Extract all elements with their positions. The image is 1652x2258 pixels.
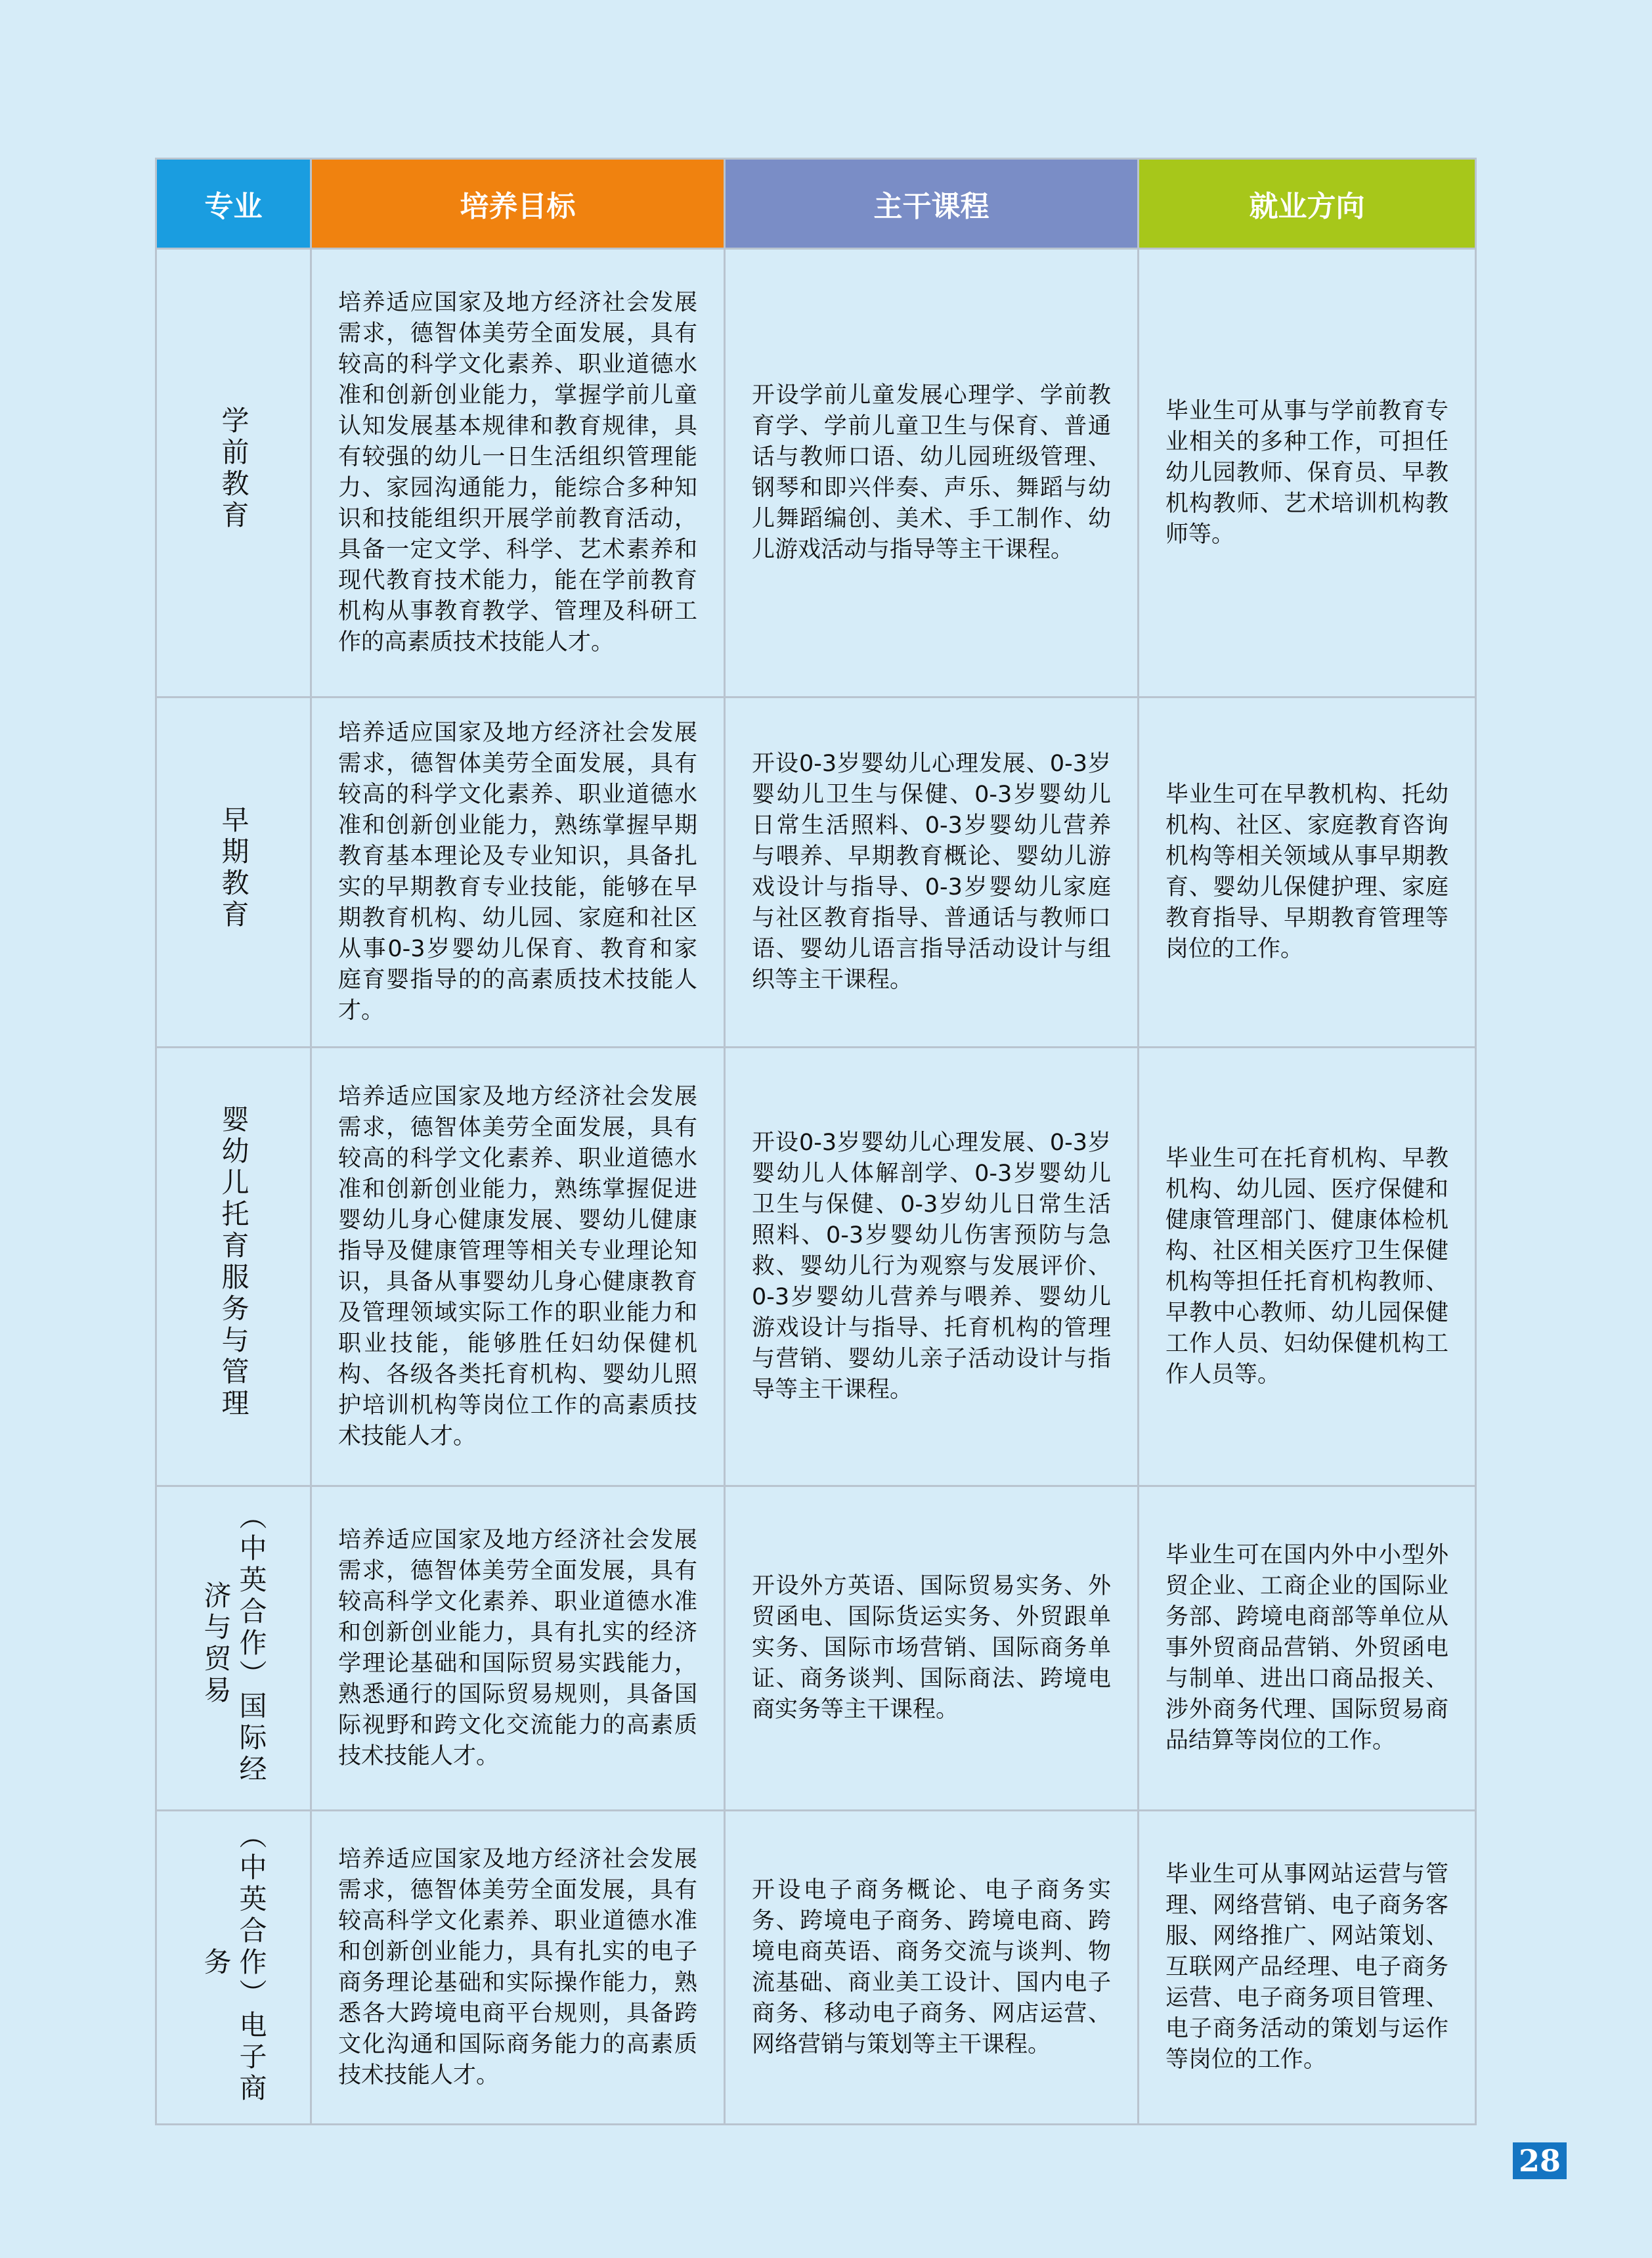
career-cell: 毕业生可在托育机构、早教机构、幼儿园、医疗保健和健康管理部门、健康体检机构、社区相关医疗卫生保健机构等担任托育机构教师、早教中心教师、幼儿园保健工作人员、妇幼保健机构工作人员等。 (1139, 1048, 1476, 1486)
career-cell: 毕业生可在国内外中小型外贸企业、工商企业的国际业务部、跨境电商部等单位从事外贸商品营销、外贸函电与制单、进出口商品报关、涉外商务代理、国际贸易商品结算等岗位的工作。 (1139, 1486, 1476, 1811)
table-row (156, 1048, 1476, 1486)
career-cell: 毕业生可从事网站运营与管理、网络营销、电子商务客服、网络推广、网站策划、互联网产品经理、电子商务运营、电子商务项目管理、电子商务活动的策划与运作等岗位的工作。 (1139, 1811, 1476, 2125)
objective-cell: 培养适应国家及地方经济社会发展需求，德智体美劳全面发展，具有较高科学文化素养、职业道德水准和创新创业能力，具有扎实的电子商务理论基础和实际操作能力，熟悉各大跨境电商平台规则，具备跨文化沟通和国际商务能力的高素质技术技能人才。 (311, 1811, 725, 2125)
table-row (156, 1486, 1476, 1811)
program-table-container (155, 158, 1475, 2125)
major-cell (156, 1048, 311, 1486)
table-header-row (156, 159, 1476, 249)
courses-cell: 开设0-3岁婴幼儿心理发展、0-3岁婴幼儿卫生与保健、0-3岁婴幼儿日常生活照料、0-3岁婴幼儿营养与喂养、早期教育概论、婴幼儿游戏设计与指导、0-3岁婴幼儿家庭与社区教育指导、普通话与教师口语、婴幼儿语言指导活动设计与组织等主干课程。 (725, 697, 1139, 1048)
major-name (198, 1811, 269, 2115)
major-cell (156, 1486, 311, 1811)
program-table (155, 158, 1477, 2125)
major-sub: （中英合作） (235, 1821, 268, 2010)
table-row (156, 249, 1476, 697)
header-career: 就业方向 (1139, 159, 1476, 249)
courses-cell: 开设电子商务概论、电子商务实务、跨境电子商务、跨境电商、跨境电商英语、商务交流与谈判、物流基础、商业美工设计、国内电子商务、移动电子商务、网店运营、网络营销与策划等主干课程。 (725, 1811, 1139, 2125)
table-row (156, 1811, 1476, 2125)
courses-cell: 开设外方英语、国际贸易实务、外贸函电、国际货运实务、外贸跟单实务、国际市场营销、国际商务单证、商务谈判、国际商法、跨境电商实务等主干课程。 (725, 1486, 1139, 1811)
major-name (198, 1487, 269, 1801)
table-row (156, 697, 1476, 1048)
header-objective: 培养目标 (311, 159, 725, 249)
major-name: 早期教育 (217, 805, 250, 931)
major-main: 国际经济与贸易 (200, 1581, 268, 1786)
major-main: 电子商务 (200, 1947, 268, 2105)
major-sub: （中英合作） (235, 1502, 268, 1691)
objective-cell: 培养适应国家及地方经济社会发展需求，德智体美劳全面发展，具有较高的科学文化素养、职业道德水准和创新创业能力，熟练掌握早期教育基本理论及专业知识，具备扎实的早期教育专业技能，能够在早期教育机构、幼儿园、家庭和社区从事0-3岁婴幼儿保育、教育和家庭育婴指导的的高素质技术技能人才。 (311, 697, 725, 1048)
objective-cell: 培养适应国家及地方经济社会发展需求，德智体美劳全面发展，具有较高的科学文化素养、职业道德水准和创新创业能力，掌握学前儿童认知发展基本规律和教育规律，具有较强的幼儿一日生活组织管理能力、家园沟通能力，能综合多种知识和技能组织开展学前教育活动，具备一定文学、科学、艺术素养和现代教育技术能力，能在学前教育机构从事教育教学、管理及科研工作的高素质技术技能人才。 (311, 249, 725, 697)
objective-cell: 培养适应国家及地方经济社会发展需求，德智体美劳全面发展，具有较高的科学文化素养、职业道德水准和创新创业能力，熟练掌握促进婴幼儿身心健康发展、婴幼儿健康指导及健康管理等相关专业理论知识，具备从事婴幼儿身心健康教育及管理领域实际工作的职业能力和职业技能，能够胜任妇幼保健机构、各级各类托育机构、婴幼儿照护培训机构等岗位工作的高素质技术技能人才。 (311, 1048, 725, 1486)
major-cell (156, 697, 311, 1048)
career-cell: 毕业生可从事与学前教育专业相关的多种工作，可担任幼儿园教师、保育员、早教机构教师、艺术培训机构教师等。 (1139, 249, 1476, 697)
page-number: 28 (1513, 2142, 1567, 2179)
major-cell (156, 1811, 311, 2125)
major-name: 学前教育 (217, 405, 250, 532)
courses-cell: 开设学前儿童发展心理学、学前教育学、学前儿童卫生与保育、普通话与教师口语、幼儿园班级管理、钢琴和即兴伴奏、声乐、舞蹈与幼儿舞蹈编创、美术、手工制作、幼儿游戏活动与指导等主干课程。 (725, 249, 1139, 697)
major-name: 婴幼儿托育服务与管理 (217, 1105, 250, 1420)
courses-cell: 开设0-3岁婴幼儿心理发展、0-3岁婴幼儿人体解剖学、0-3岁婴幼儿卫生与保健、0-3岁幼儿日常生活照料、0-3岁婴幼儿伤害预防与急救、婴幼儿行为观察与发展评价、0-3岁婴幼儿营养与喂养、婴幼儿游戏设计与指导、托育机构的管理与营销、婴幼儿亲子活动设计与指导等主干课程。 (725, 1048, 1139, 1486)
objective-cell: 培养适应国家及地方经济社会发展需求，德智体美劳全面发展，具有较高科学文化素养、职业道德水准和创新创业能力，具有扎实的经济学理论基础和国际贸易实践能力，熟悉通行的国际贸易规则，具备国际视野和跨文化交流能力的高素质技术技能人才。 (311, 1486, 725, 1811)
header-courses: 主干课程 (725, 159, 1139, 249)
header-major: 专业 (156, 159, 311, 249)
career-cell: 毕业生可在早教机构、托幼机构、社区、家庭教育咨询机构等相关领域从事早期教育、婴幼儿保健护理、家庭教育指导、早期教育管理等岗位的工作。 (1139, 697, 1476, 1048)
major-cell (156, 249, 311, 697)
